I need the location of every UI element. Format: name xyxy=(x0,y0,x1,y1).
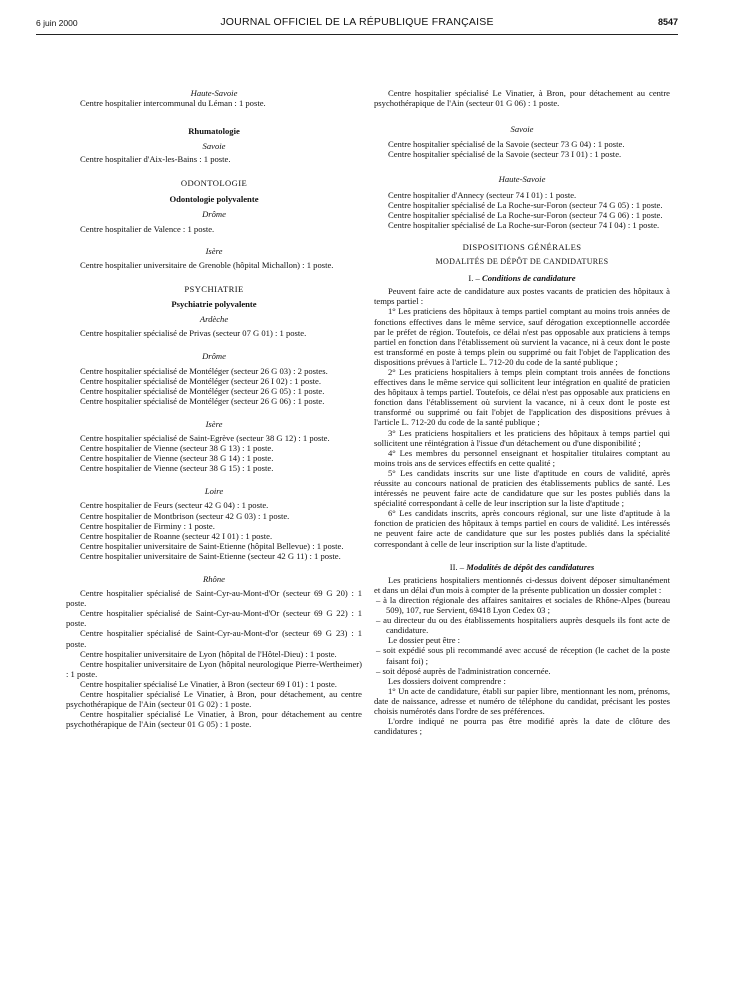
entry: Centre hospitalier spécialisé de Montéléger (secteur 26 G 05) : 1 poste. xyxy=(80,385,325,396)
entry: Centre hospitalier universitaire de Lyon (hôpital neurologique Pierre-Wertheimer) : 1 poste. xyxy=(66,658,362,679)
paragraph: Les dossiers doivent comprendre : xyxy=(388,675,506,686)
entry: Centre hospitalier de Vienne (secteur 38 G 13) : 1 poste. xyxy=(80,443,274,454)
entry: Centre hospitalier spécialisé Le Vinatier, à Bron, pour détachement, au centre psychothérapique de l'Ain (secteur 01 G 02) : 1 poste. xyxy=(66,689,362,710)
left-column xyxy=(66,88,362,729)
paragraph: 1° Un acte de candidature, établi sur papier libre, mentionnant les nom, prénoms, date de naissance, adresse et numéro de téléphone du candidat, précisant les postes choisis numérotés dans l'ordre de ses préférences. xyxy=(374,685,670,716)
paragraph: 5° Les candidats inscrits sur une liste d'aptitude en cours de validité, après réussite au concours national de praticien des établissements publics de santé. Les intéressés ne peuvent faire acte de candidature que sur les postes publiés dans la spécialité correspondant à celle de leur inscription sur la liste d'aptitude ; xyxy=(374,467,670,509)
entry: Centre hospitalier spécialisé de Montéléger (secteur 26 I 02) : 1 poste. xyxy=(80,375,322,386)
entry: Centre hospitalier intercommunal du Léman : 1 poste. xyxy=(80,98,266,109)
entry: Centre hospitalier de Roanne (secteur 42 I 01) : 1 poste. xyxy=(80,530,273,541)
entry: Centre hospitalier de Montbrison (secteur 42 G 03) : 1 poste. xyxy=(80,510,290,521)
entry: Centre hospitalier spécialisé de Saint-Cyr-au-Mont-d'Or (secteur 69 G 20) : 1 poste. xyxy=(66,588,362,609)
section-heading-1 xyxy=(374,273,670,283)
entry: Centre hospitalier universitaire de Saint-Etienne (secteur 42 G 11) : 1 poste. xyxy=(80,550,341,561)
region-heading: Ardèche xyxy=(199,314,229,325)
entry: Centre hospitalier spécialisé Le Vinatier, à Bron (secteur 69 I 01) : 1 poste. xyxy=(80,678,337,689)
page-header xyxy=(36,14,678,35)
dash-item: – soit déposé auprès de l'administration concernée. xyxy=(376,665,551,676)
entry: Centre hospitalier d'Aix-les-Bains : 1 poste. xyxy=(80,154,231,165)
entry: Centre hospitalier universitaire de Saint-Etienne (hôpital Bellevue) : 1 poste. xyxy=(80,540,344,551)
entry: Centre hospitalier spécialisé Le Vinatier, à Bron, pour détachement au centre psychothérapique de l'Ain (secteur 01 G 05) : 1 poste. xyxy=(66,709,362,730)
header-date: 6 juin 2000 xyxy=(36,18,78,28)
filing-modalities-heading: MODALITÉS DE DÉPÔT DE CANDIDATURES xyxy=(435,257,609,267)
entry: Centre hospitalier de Feurs (secteur 42 G 04) : 1 poste. xyxy=(80,500,269,511)
entry: Centre hospitalier spécialisé de La Roche-sur-Foron (secteur 74 I 04) : 1 poste. xyxy=(388,219,660,230)
paragraph: 4° Les membres du personnel enseignant et hospitalier titulaires comptant au moins trois ans de services effectifs en cette qualité ; xyxy=(374,447,670,468)
paragraph: Les praticiens hospitaliers mentionnés ci-dessus doivent déposer simultanément et dans un délai d'un mois à compter de la présente publication un dossier complet : xyxy=(374,574,670,595)
region-heading: Loire xyxy=(204,486,224,497)
region-heading: Isère xyxy=(205,245,223,256)
paragraph: 6° Les candidats inscrits, après concours régional, sur une liste d'aptitude à la fonction de praticien des hôpitaux à temps partiel en cours de validité. Les intéressés ne peuvent faire acte de candidature que sur les postes publiés dans la spécialité correspondant à celle de leur inscription sur la liste d'aptitude. xyxy=(374,508,670,549)
section-title: Modalités de dépôt des candidatures xyxy=(466,561,595,572)
section-number: I. – xyxy=(468,273,482,284)
dash-item: – à la direction régionale des affaires sanitaires et sociales de Rhône-Alpes (bureau 509), 107, rue Servient, 69418 Lyon Cedex 03 ; xyxy=(376,594,670,616)
entry: Centre hospitalier de Firminy : 1 poste. xyxy=(80,520,215,531)
discipline-heading: ODONTOLOGIE xyxy=(180,178,248,189)
entry: Centre hospitalier de Vienne (secteur 38 G 14) : 1 poste. xyxy=(80,453,274,464)
entry: Centre hospitalier de Valence : 1 poste. xyxy=(80,223,215,234)
paragraph: L'ordre indiqué ne pourra pas être modifié après la date de clôture des candidatures ; xyxy=(374,716,670,737)
entry: Centre hospitalier spécialisé de Montéléger (secteur 26 G 03) : 2 postes. xyxy=(80,365,328,376)
entry: Centre hospitalier spécialisé de Saint-Cyr-au-Mont-d'or (secteur 69 G 23) : 1 poste. xyxy=(66,628,362,649)
entry: Centre hospitalier spécialisé de la Savoie (secteur 73 I 01) : 1 poste. xyxy=(388,149,622,160)
entry: Centre hospitalier d'Annecy (secteur 74 I 01) : 1 poste. xyxy=(388,189,577,200)
entry: Centre hospitalier spécialisé Le Vinatier, à Bron, pour détachement au centre psychothérapique de l'Ain (secteur 01 G 06) : 1 poste. xyxy=(374,88,670,109)
specialty-heading: Psychiatrie polyvalente xyxy=(171,299,257,310)
section-title: Conditions de candidature xyxy=(482,273,576,284)
region-heading: Isère xyxy=(205,418,223,429)
header-page-number: 8547 xyxy=(657,17,678,27)
entry: Centre hospitalier universitaire de Grenoble (hôpital Michallon) : 1 poste. xyxy=(80,259,334,270)
discipline-heading: PSYCHIATRIE xyxy=(184,284,244,295)
specialty-heading: Rhumatologie xyxy=(188,126,240,137)
paragraph: Le dossier peut être : xyxy=(388,635,461,646)
region-heading: Savoie xyxy=(510,124,534,135)
section-number: II. – xyxy=(449,561,467,572)
right-column xyxy=(374,88,670,736)
region-heading: Savoie xyxy=(202,141,226,152)
general-provisions-heading: DISPOSITIONS GÉNÉRALES xyxy=(462,241,582,252)
entry: Centre hospitalier spécialisé de Saint-Cyr-au-Mont-d'Or (secteur 69 G 22) : 1 poste. xyxy=(66,608,362,629)
dash-item: – soit expédié sous pli recommandé avec accusé de réception (le cachet de la poste faisant foi) ; xyxy=(376,645,670,666)
region-heading: Drôme xyxy=(202,351,226,362)
entry: Centre hospitalier spécialisé de la Savoie (secteur 73 G 04) : 1 poste. xyxy=(388,139,625,150)
paragraph: 3° Les praticiens hospitaliers et les praticiens des hôpitaux à temps partiel qui sollicitent une réintégration à l'issue d'un détachement ou d'une disponibilité ; xyxy=(374,427,670,448)
entry: Centre hospitalier spécialisé de La Roche-sur-Foron (secteur 74 G 05) : 1 poste. xyxy=(388,199,663,210)
entry: Centre hospitalier spécialisé de La Roche-sur-Foron (secteur 74 G 06) : 1 poste. xyxy=(388,209,663,220)
entry: Centre hospitalier spécialisé de Saint-Egrève (secteur 38 G 12) : 1 poste. xyxy=(80,432,330,443)
entry: Centre hospitalier spécialisé de Privas (secteur 07 G 01) : 1 poste. xyxy=(80,328,307,339)
region-heading: Drôme xyxy=(202,208,226,219)
paragraph: Peuvent faire acte de candidature aux postes vacants de praticien des hôpitaux à temps partiel : xyxy=(374,286,670,307)
section-heading-2 xyxy=(374,562,670,572)
paragraph: 1° Les praticiens des hôpitaux à temps partiel comptant au moins trois années de fonctions effectives dans le même service, sauf dérogation exceptionnelle accordée par le préfet de région. Toutefois, ce délai n'est pas opposable aux praticiens à temps partiel en fonction dans l'établissement où survient la vacance, ni à ceux dont le poste est transformé en poste à temps plein ou supprimé ou fait l'objet de l'application des dispositions prévues à l'article L. 712-20 du code de la santé publique ; xyxy=(374,306,670,367)
entry: Centre hospitalier spécialisé de Montéléger (secteur 26 G 06) : 1 poste. xyxy=(80,395,325,406)
region-heading: Rhône xyxy=(203,574,225,584)
region-heading: Haute-Savoie xyxy=(190,88,238,98)
region-heading: Haute-Savoie xyxy=(498,174,546,185)
entry: Centre hospitalier universitaire de Lyon (hôpital de l'Hôtel-Dieu) : 1 poste. xyxy=(80,648,337,659)
specialty-heading: Odontologie polyvalente xyxy=(169,193,259,204)
entry: Centre hospitalier de Vienne (secteur 38 G 15) : 1 poste. xyxy=(80,463,274,474)
header-title: JOURNAL OFFICIEL DE LA RÉPUBLIQUE FRANÇAISE xyxy=(220,16,494,28)
dash-item: – au directeur du ou des établissements hospitaliers auprès desquels ils font acte de candidature. xyxy=(376,615,670,636)
paragraph: 2° Les praticiens hospitaliers à temps plein comptant trois années de fonctions effectives dans le même service qui sollicitent leur intégration en qualité de praticien des hôpitaux à temps partiel. Toutefois, ce délai n'est pas opposable aux praticiens en fonction dans l'établissement où survient la vacance, ni à ceux dont le poste est transformé ou supprimé ou fait l'objet de l'application des dispositions prévues à l'article L. 712-20 du code de la santé publique ; xyxy=(374,366,670,428)
